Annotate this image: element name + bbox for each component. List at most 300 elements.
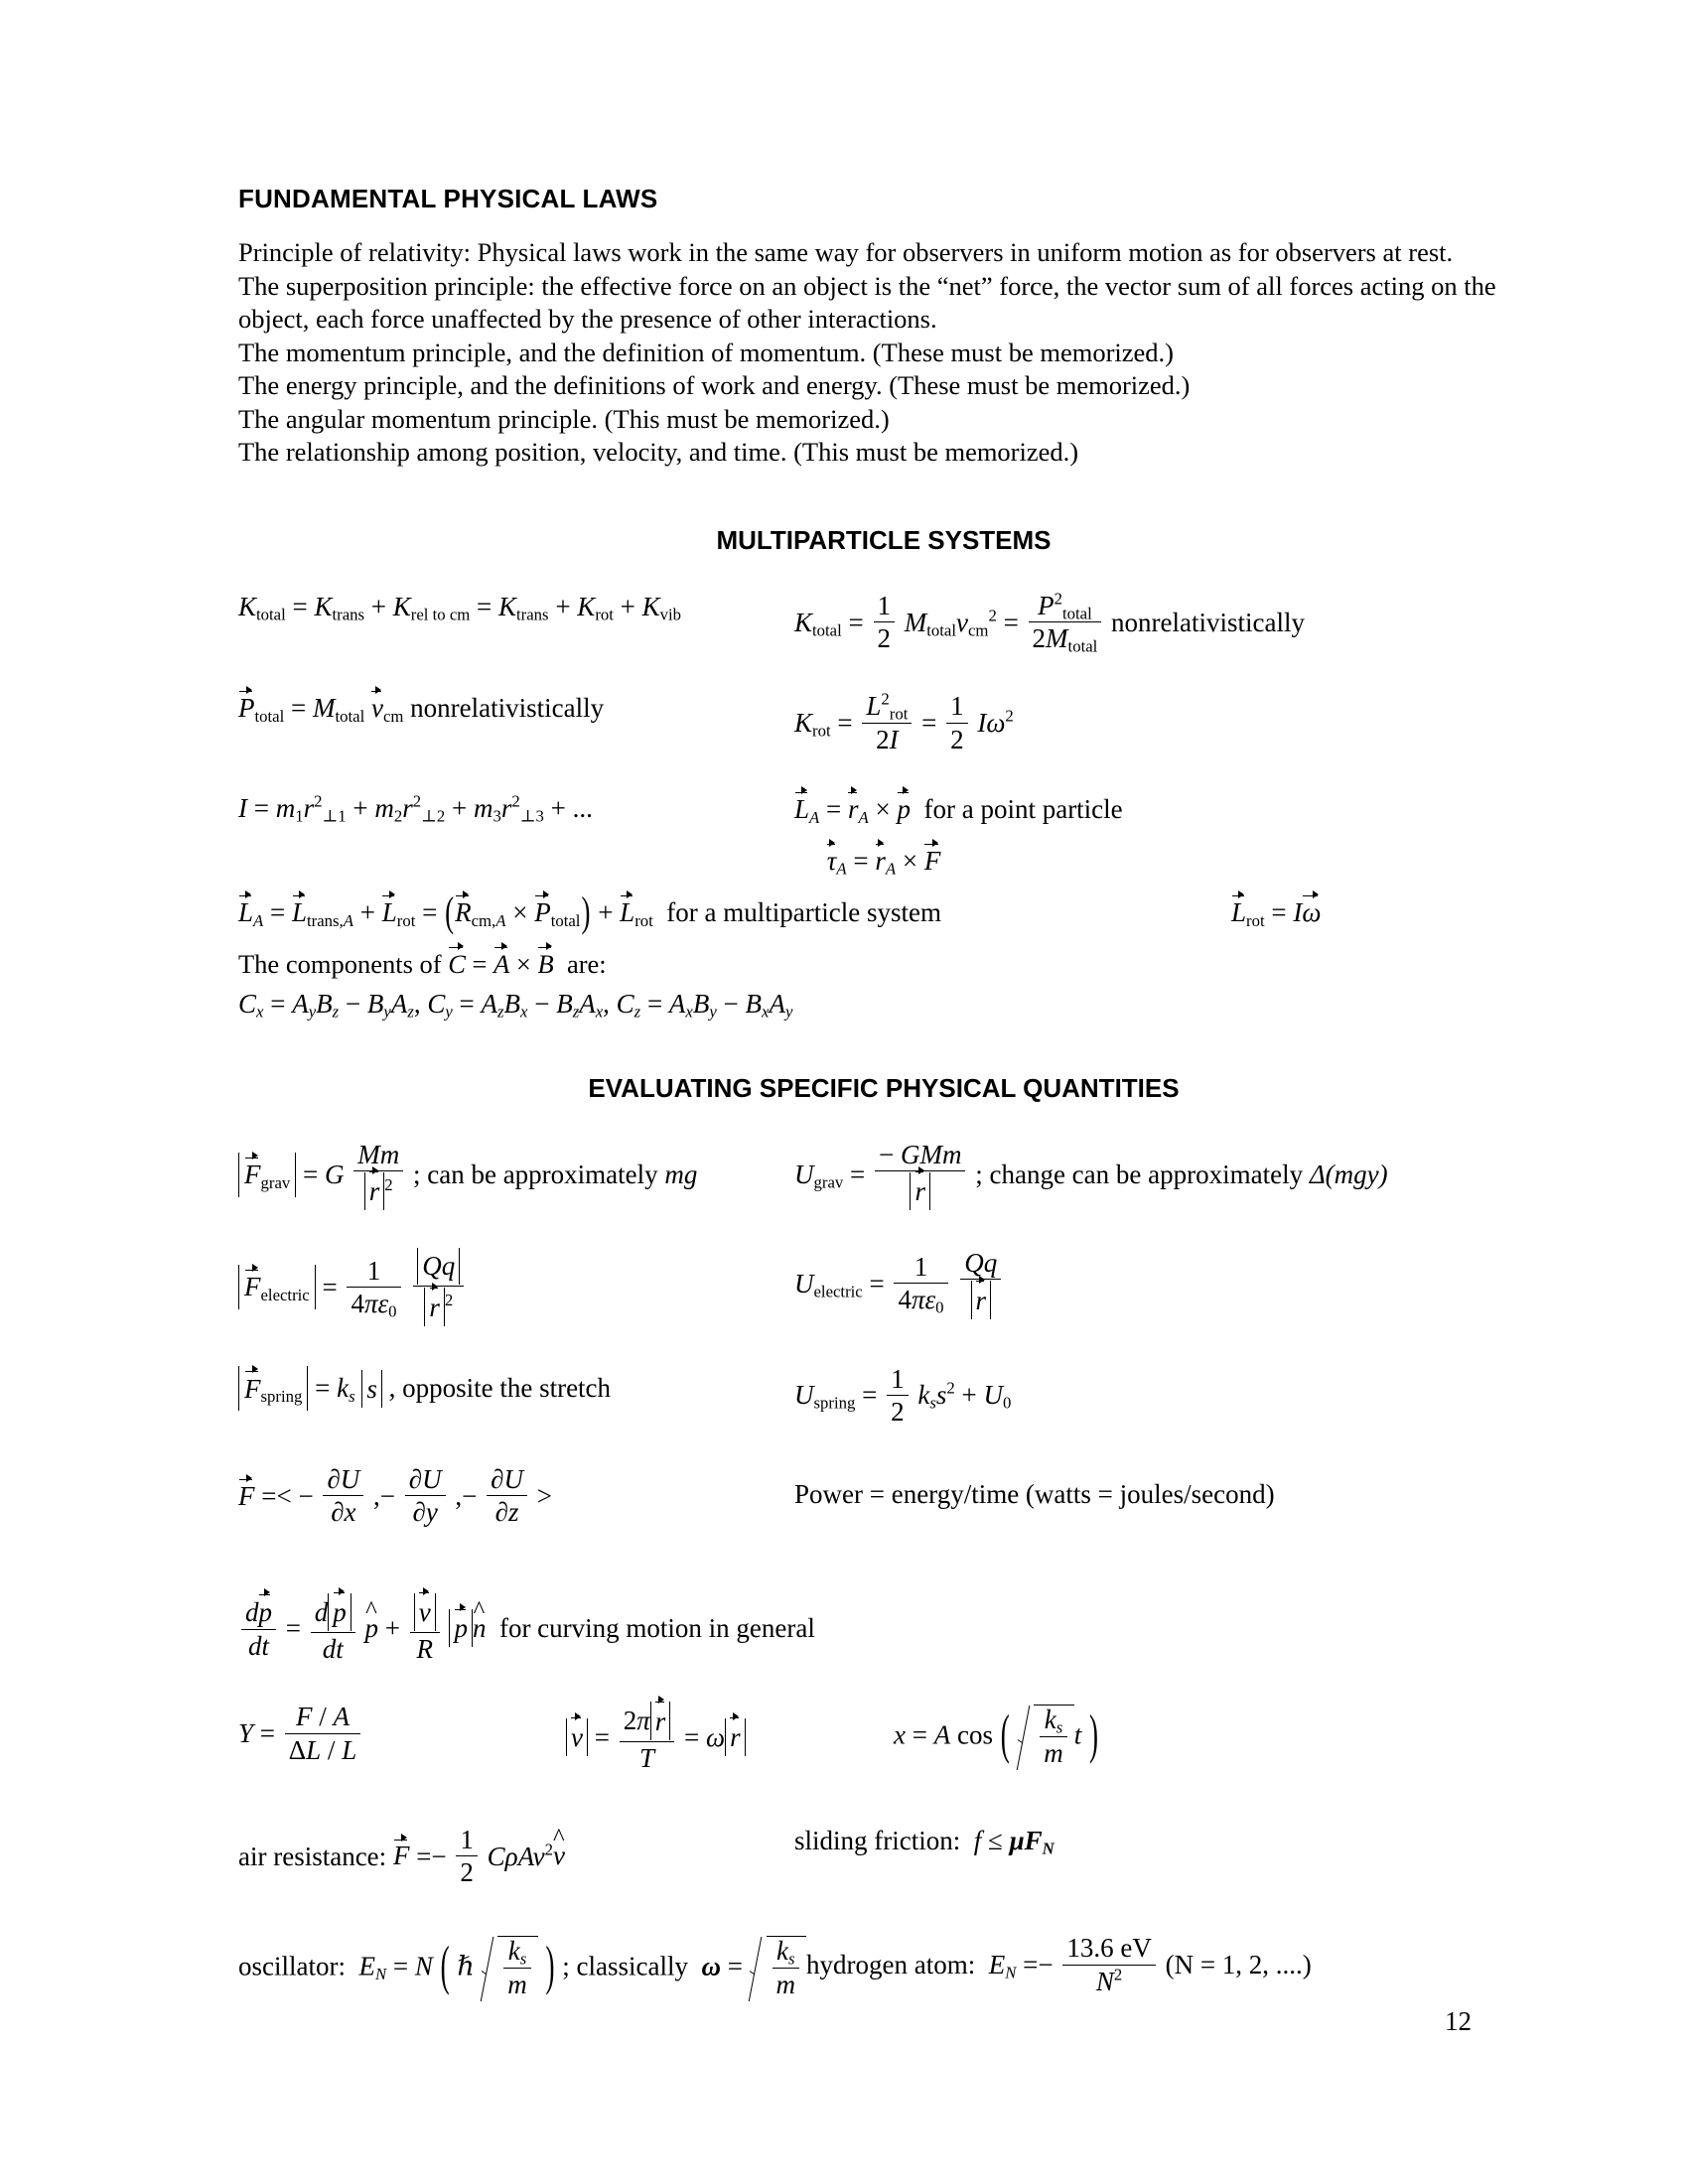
abs-r — [725, 1718, 746, 1756]
denominator: 2 — [891, 1397, 905, 1428]
equation-curving-motion — [238, 1595, 1529, 1667]
numerator: 13.6 eV — [1062, 1933, 1155, 1965]
sub-total: total — [1061, 604, 1092, 623]
sym-G: G — [900, 1139, 920, 1169]
vector-C — [448, 950, 466, 978]
sym-k: k — [776, 1936, 788, 1967]
fraction-Qq-over-r-squared — [413, 1248, 464, 1326]
sub-A: A — [809, 807, 820, 827]
fraction-p-squared-over-2m — [1029, 589, 1102, 656]
denominator — [1062, 1966, 1155, 1996]
sym-K: K — [641, 591, 660, 621]
sym-p: p — [897, 793, 911, 824]
sym-p: p — [364, 1613, 378, 1644]
op-plus: + — [620, 591, 635, 621]
sub-cm: cm — [967, 620, 989, 640]
vector-F — [244, 1160, 261, 1190]
vector-p — [454, 1611, 468, 1645]
sym-R: R — [455, 896, 472, 927]
sym-F: F — [295, 1702, 313, 1732]
equation-row-momentum-rotational — [238, 690, 1529, 756]
abs-p — [328, 1593, 352, 1631]
sym-t: t — [336, 1634, 344, 1665]
sym-B: B — [556, 989, 573, 1020]
denominator: ΔL / L — [288, 1734, 357, 1765]
sym-A: A — [390, 989, 408, 1020]
sym-A: A — [333, 1702, 350, 1732]
equation-row-electric — [238, 1248, 1529, 1329]
fraction-coulomb-constant — [894, 1252, 947, 1318]
label-hydrogen-range: (N = 1, 2, ....) — [1165, 1949, 1312, 1979]
sym-delta: Δ — [288, 1734, 307, 1765]
sym-B: B — [745, 989, 763, 1020]
denominator — [620, 1742, 675, 1773]
numerator: 1 — [347, 1256, 400, 1288]
equation-row-multiparticle-angular — [238, 888, 1529, 935]
sym-r: r — [402, 792, 413, 823]
sub-N: N — [374, 1965, 387, 1984]
equation-force-gradient — [238, 1464, 794, 1530]
sub-x: x — [520, 1003, 528, 1022]
sym-epsilon: ε — [377, 1289, 389, 1318]
op-plus: + — [384, 1613, 400, 1644]
vector-F — [244, 1373, 261, 1404]
sub-zero: 0 — [935, 1298, 944, 1318]
vector-L — [620, 898, 634, 926]
sym-d: d — [247, 1630, 262, 1661]
label-sliding-friction: sliding friction: — [794, 1825, 961, 1855]
abs-F-spring — [238, 1366, 308, 1411]
sym-I: I — [977, 708, 987, 739]
op-equals: = — [1271, 896, 1287, 927]
heading-evaluating-specific-physical-quantities: EVALUATING SPECIFIC PHYSICAL QUANTITIES — [588, 1073, 1180, 1104]
sym-r: r — [429, 1292, 440, 1322]
sym-pi: π — [636, 1706, 650, 1736]
sym-k: k — [917, 1380, 930, 1411]
sym-v: v — [370, 693, 383, 724]
abs-F-electric — [238, 1265, 316, 1309]
sub-A: A — [885, 859, 897, 879]
equation-f-grav — [238, 1139, 794, 1213]
sym-r: r — [303, 792, 315, 823]
op-cross: × — [902, 845, 918, 876]
text-power-definition — [794, 1467, 1529, 1508]
numerator: 1 — [894, 1252, 947, 1284]
sym-U: U — [422, 1464, 442, 1495]
vector-r — [875, 847, 886, 875]
op-equals: = — [1003, 607, 1019, 637]
op-plus: + — [550, 792, 566, 823]
sym-L: L — [342, 1734, 357, 1765]
equation-circular-speed — [566, 1705, 894, 1776]
sub-rot: rot — [889, 705, 909, 725]
sym-d: d — [314, 1596, 329, 1627]
sub-rot: rot — [634, 910, 653, 930]
sub-cm-A: cm,A — [471, 910, 506, 930]
sub-x: x — [762, 1003, 770, 1022]
sym-L: L — [238, 896, 254, 927]
numerator — [241, 1596, 276, 1629]
sub-s: s — [519, 1949, 527, 1969]
sym-x: x — [344, 1497, 356, 1528]
sym-r: r — [975, 1285, 987, 1315]
fraction-l-rot-squared-over-2i — [862, 691, 912, 753]
unit-vector-p-hat — [364, 1615, 378, 1642]
sym-m: m — [941, 1139, 962, 1169]
denominator — [353, 1171, 403, 1210]
sym-U: U — [794, 1380, 814, 1411]
vector-p — [333, 1595, 347, 1629]
sym-A: A — [292, 989, 309, 1020]
radicand — [767, 1936, 807, 2001]
sub-z: z — [572, 1003, 580, 1022]
sym-x: x — [894, 1719, 906, 1750]
paren-close: ) — [545, 1935, 555, 1996]
label-curving-note: for curving motion in general — [498, 1613, 815, 1644]
numerator — [413, 1248, 464, 1287]
denominator — [894, 1284, 947, 1318]
op-minus: − — [298, 1480, 314, 1511]
sub-total: total — [256, 605, 286, 624]
numerator — [311, 1593, 355, 1633]
sub-rot: rot — [595, 605, 614, 624]
sym-U: U — [503, 1464, 523, 1495]
op-plus: + — [598, 896, 614, 927]
sub-x: x — [256, 1003, 264, 1022]
op-equals: = — [837, 708, 853, 739]
sym-A: A — [481, 989, 498, 1020]
sub-cm: cm — [382, 706, 404, 726]
denominator — [1040, 1737, 1067, 1768]
label-for-multiparticle-system: for a multiparticle system — [666, 896, 941, 927]
sym-s: s — [935, 1380, 947, 1411]
equation-hydrogen-atom-energy — [806, 1933, 1529, 1998]
label-spring-note: , opposite the stretch — [388, 1373, 612, 1404]
sym-pi: π — [911, 1285, 925, 1315]
sub-rot: rot — [812, 721, 831, 741]
fraction-ks-over-m — [503, 1936, 531, 1998]
abs-F-grav — [238, 1153, 296, 1197]
sym-L: L — [794, 793, 810, 824]
sym-L: L — [306, 1734, 322, 1765]
num-two: 2 — [1032, 623, 1047, 654]
sym-r: r — [875, 845, 886, 876]
abs-Qq — [417, 1248, 460, 1285]
sub-total: total — [1067, 636, 1098, 656]
sym-epsilon: ε — [924, 1285, 936, 1315]
equation-l-a-multiparticle — [238, 888, 1231, 935]
vector-P — [238, 694, 255, 722]
fraction-dU-dx — [323, 1464, 363, 1527]
sym-A: A — [668, 989, 686, 1020]
fraction-Mm-over-r-squared — [353, 1140, 403, 1211]
paren-close: ) — [581, 888, 591, 935]
op-minus: − — [345, 989, 361, 1020]
label-are: are: — [566, 948, 607, 979]
op-cross: × — [512, 896, 528, 927]
sub-total: total — [254, 706, 285, 726]
op-equals: = — [477, 591, 492, 621]
numerator — [862, 691, 912, 723]
sym-pi: π — [363, 1289, 378, 1318]
law-line-position-velocity-time: The relationship among position, velocity, and time. (This must be memorized.) — [238, 437, 1079, 468]
sym-N: N — [1095, 1966, 1114, 1996]
law-line-energy: The energy principle, and the definitions of work and energy. (These must be memorized.) — [238, 370, 1191, 401]
sub-one: 1 — [295, 806, 304, 826]
sym-omega: ω — [1302, 896, 1322, 927]
denominator — [347, 1288, 400, 1321]
sym-f: f — [973, 1825, 982, 1855]
abs-v — [566, 1718, 588, 1756]
op-equals: = — [392, 1951, 409, 1981]
sub-rot: rot — [396, 910, 416, 930]
sym-I: I — [1293, 896, 1303, 927]
sym-T: T — [638, 1742, 654, 1773]
sym-m: m — [473, 792, 493, 823]
sub-z: z — [497, 1003, 504, 1022]
sym-P: P — [238, 693, 255, 724]
vector-B — [538, 950, 554, 978]
denominator — [862, 724, 912, 754]
equation-row-gravity — [238, 1139, 1529, 1213]
sym-C: C — [427, 989, 446, 1020]
op-equals: = — [646, 989, 663, 1020]
sym-F: F — [923, 845, 941, 876]
vector-F — [238, 1482, 255, 1510]
sym-M: M — [919, 1139, 942, 1169]
op-plus: + — [555, 591, 571, 621]
label-hydrogen-atom: hydrogen atom: — [806, 1949, 976, 1979]
vector-r — [655, 1704, 666, 1737]
sym-F: F — [244, 1373, 261, 1404]
sub-two: 2 — [393, 806, 403, 826]
sym-r: r — [848, 793, 859, 824]
op-equals: = — [869, 1268, 885, 1298]
sym-m: m — [507, 1969, 527, 1999]
sub-trans: trans — [332, 605, 365, 624]
op-equals-minus: =− — [416, 1841, 447, 1871]
sub-y: y — [784, 1003, 793, 1022]
sup-two: 2 — [1005, 706, 1014, 726]
sym-E: E — [358, 1951, 375, 1981]
sub-y: y — [383, 1003, 391, 1022]
sup-two: 2 — [384, 1174, 393, 1194]
vector-v — [571, 1720, 583, 1754]
op-plus: + — [370, 591, 387, 621]
sym-U: U — [794, 1160, 814, 1190]
sym-r: r — [914, 1176, 925, 1207]
sup-two: 2 — [1113, 1965, 1123, 1984]
sup-two: 2 — [511, 791, 520, 811]
sym-L: L — [1231, 896, 1247, 927]
sym-mu: μ — [1009, 1825, 1025, 1855]
fraction-one-half — [874, 591, 896, 653]
equation-l-a-point-particle — [794, 793, 1529, 827]
sub-zero: 0 — [388, 1301, 397, 1321]
sym-v: v — [418, 1596, 431, 1627]
abs-r — [364, 1172, 385, 1210]
label-mg: mg — [664, 1160, 698, 1190]
sub-A: A — [858, 807, 869, 827]
numerator — [487, 1464, 527, 1496]
sym-K: K — [238, 591, 257, 621]
sym-v: v — [532, 1841, 545, 1871]
sub-three: 3 — [492, 806, 501, 826]
op-equals: = — [270, 896, 286, 927]
op-comma-minus: ,− — [455, 1480, 478, 1511]
sub-x: x — [595, 1003, 604, 1022]
sym-r: r — [654, 1706, 666, 1736]
vector-v — [371, 694, 383, 722]
sub-z: z — [407, 1003, 414, 1022]
sub-electric: electric — [813, 1282, 863, 1301]
vector-tau — [827, 847, 837, 875]
denominator: 2 — [460, 1857, 474, 1888]
page-content — [238, 184, 1529, 2001]
sym-omega: ω — [706, 1721, 726, 1752]
sub-N: N — [1005, 1963, 1017, 1982]
sym-partial: ∂ — [494, 1497, 508, 1528]
numerator — [405, 1464, 446, 1496]
numerator — [503, 1936, 531, 1968]
radicand — [497, 1936, 538, 2001]
sym-M: M — [904, 607, 927, 637]
label-ugrav-note: ; change can be approximately — [975, 1160, 1304, 1190]
sym-partial: ∂ — [412, 1497, 426, 1528]
abs-r — [650, 1702, 671, 1739]
denominator — [405, 1496, 446, 1527]
equation-row-modulus-speed-shm — [238, 1702, 1529, 1776]
op-plus: + — [451, 792, 468, 823]
numerator: 1 — [887, 1364, 909, 1396]
sym-q: q — [441, 1251, 456, 1282]
label-nonrelativistically: nonrelativistically — [1111, 607, 1305, 637]
fraction-neg-GMm-over-r — [875, 1140, 965, 1211]
sub-total: total — [812, 620, 842, 640]
op-equals: = — [291, 693, 307, 724]
sqrt-ks-over-m — [482, 1936, 538, 2001]
op-comma: , — [413, 989, 421, 1020]
label-classically: ; classically — [562, 1951, 688, 1981]
equation-f-electric — [238, 1251, 794, 1329]
equation-u-electric — [794, 1248, 1529, 1322]
sub-z: z — [633, 1003, 641, 1022]
fraction-one-half — [456, 1825, 478, 1887]
equation-row-inertia-angular — [238, 791, 1529, 827]
op-plus: + — [961, 1380, 977, 1411]
equation-youngs-modulus — [238, 1702, 566, 1767]
sym-partial: ∂ — [331, 1497, 345, 1528]
denominator — [410, 1633, 440, 1664]
sup-two: 2 — [881, 690, 890, 710]
op-greater: > — [536, 1480, 552, 1511]
paren-close: ) — [1088, 1704, 1098, 1765]
sym-hbar: ℏ — [457, 1951, 475, 1981]
sub-grav: grav — [813, 1172, 844, 1192]
sup-two: 2 — [1054, 589, 1062, 609]
sym-k: k — [1044, 1705, 1056, 1735]
sym-q: q — [983, 1248, 998, 1279]
op-equals: = — [684, 1721, 700, 1752]
fraction-Qq-over-r — [960, 1248, 1001, 1319]
sym-U: U — [340, 1464, 360, 1495]
fraction-ks-over-m — [773, 1936, 800, 1998]
sym-s: s — [366, 1373, 377, 1404]
equation-sliding-friction — [794, 1825, 1529, 1858]
equation-moment-of-inertia — [238, 791, 794, 826]
sym-n: n — [472, 1613, 487, 1644]
sym-M: M — [312, 693, 336, 724]
sub-z: z — [332, 1003, 340, 1022]
vector-r — [429, 1291, 440, 1324]
label-delta-mgy: Δ(mgy) — [1309, 1160, 1388, 1190]
op-equals: = — [270, 989, 286, 1020]
op-equals: = — [422, 896, 438, 927]
sym-m: m — [775, 1969, 795, 1999]
sym-L: L — [292, 896, 308, 927]
sub-N: N — [1042, 1839, 1055, 1858]
heading-multiparticle-systems: MULTIPARTICLE SYSTEMS — [716, 524, 1052, 555]
sub-vib: vib — [659, 605, 682, 624]
op-equals: = — [315, 1373, 331, 1404]
sym-A: A — [493, 948, 510, 979]
denominator — [241, 1630, 276, 1661]
sym-p: p — [258, 1597, 272, 1628]
op-comma: , — [603, 989, 610, 1020]
vector-F — [244, 1272, 261, 1302]
op-minus: − — [534, 989, 550, 1020]
fraction-2pir-over-T — [620, 1702, 675, 1773]
denominator: 2 — [950, 724, 964, 754]
sym-tau: τ — [826, 845, 837, 876]
label-air-resistance: air resistance: — [238, 1841, 387, 1871]
sub-perp-1: ⊥1 — [322, 806, 347, 826]
numerator — [323, 1464, 363, 1496]
op-comma-minus: ,− — [373, 1480, 396, 1511]
vector-r — [914, 1174, 925, 1208]
sym-k: k — [337, 1373, 350, 1404]
sym-G: G — [324, 1160, 345, 1190]
paren-open: ( — [445, 888, 455, 935]
sup-two: 2 — [946, 1379, 955, 1399]
text-components-of-cross-product — [238, 950, 1529, 978]
vector-R — [455, 898, 472, 926]
equation-u-grav — [794, 1139, 1529, 1213]
op-equals: = — [862, 1380, 878, 1411]
vector-L — [238, 898, 253, 926]
sym-y: y — [425, 1497, 438, 1528]
op-equals: = — [459, 989, 475, 1020]
equation-row-oscillator-hydrogen — [238, 1933, 1529, 2001]
numerator — [410, 1593, 440, 1633]
sym-m: m — [374, 792, 394, 823]
sub-y: y — [709, 1003, 717, 1022]
sym-A: A — [769, 989, 785, 1020]
op-plus: + — [359, 896, 375, 927]
equation-f-spring — [238, 1366, 794, 1411]
label-oscillator: oscillator: — [238, 1951, 346, 1981]
sym-z: z — [507, 1497, 519, 1528]
op-equals: = — [303, 1160, 319, 1190]
num-two: 2 — [623, 1706, 637, 1736]
sym-r: r — [730, 1721, 741, 1752]
sym-K: K — [498, 591, 517, 621]
sub-zero: 0 — [1002, 1394, 1012, 1414]
denominator — [875, 1171, 965, 1210]
op-equals: = — [253, 792, 269, 823]
page-number: 12 — [1445, 2006, 1472, 2036]
numerator: 1 — [946, 691, 968, 723]
